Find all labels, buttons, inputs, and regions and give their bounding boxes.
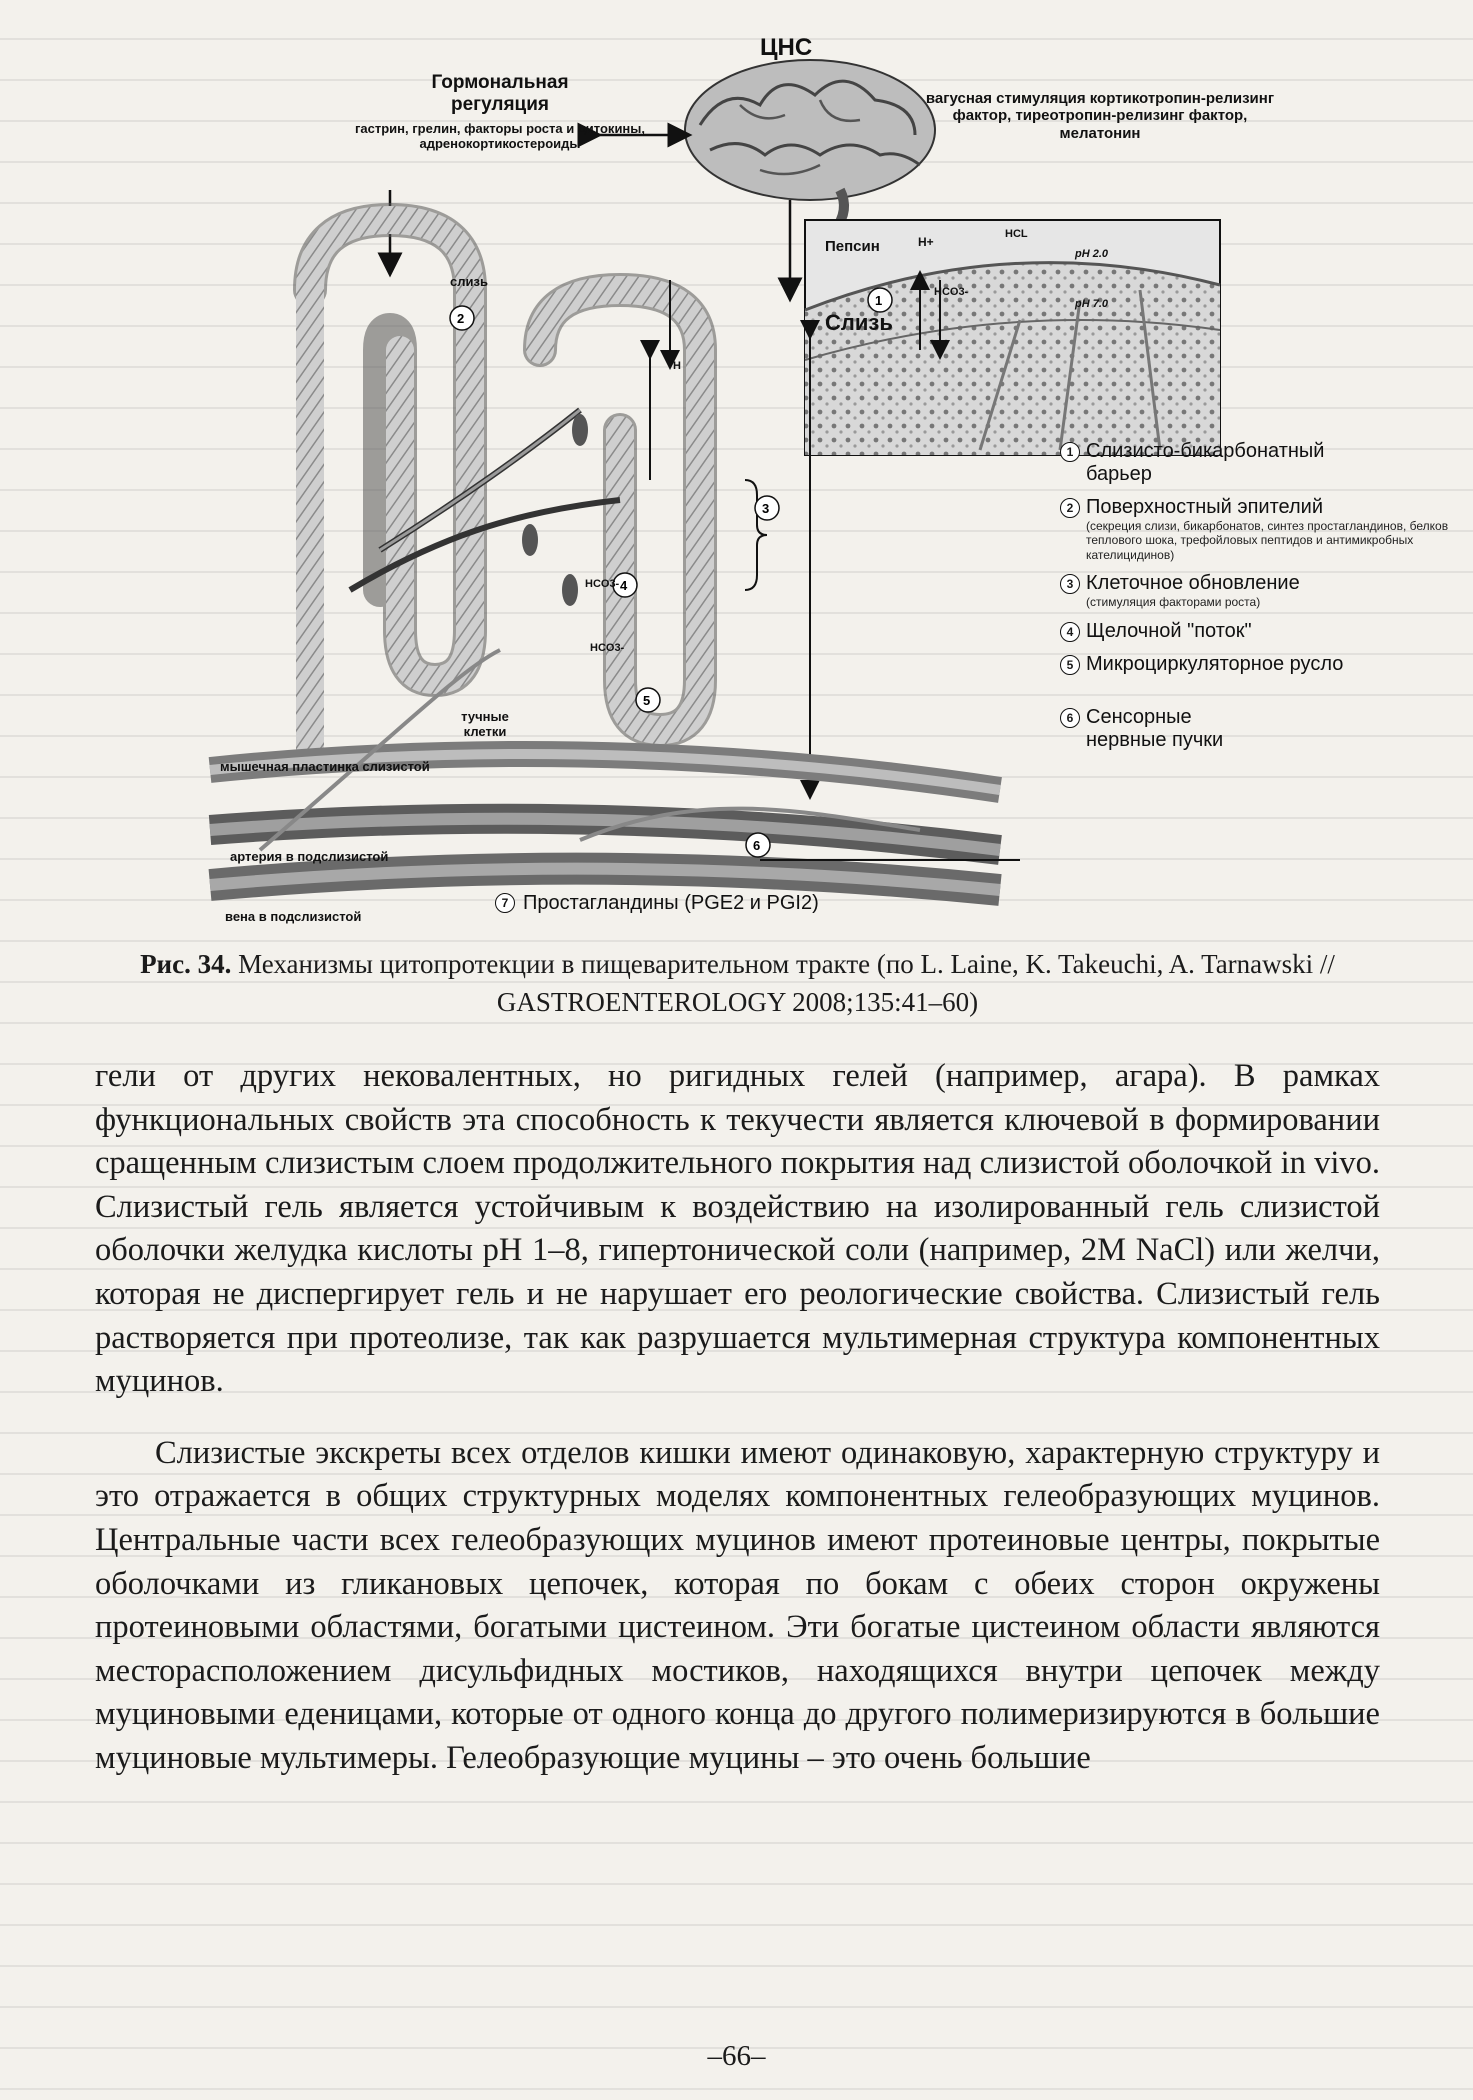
legend-subtitle: (секреция слизи, бикарбонатов, синтез простагландинов, белков теплового шока, трефойловых пептидов и антимикробных кателицидинов) [1086, 519, 1449, 562]
h-small-label: H [673, 360, 681, 372]
hcl-label: HCL [1005, 228, 1028, 240]
legend-number: 6 [1060, 708, 1080, 728]
svg-text:4: 4 [620, 578, 628, 593]
svg-text:6: 6 [753, 838, 761, 853]
ph7-label: pH 7.0 [1075, 298, 1109, 310]
figure-caption [95, 945, 1380, 1021]
page-number: –66– [707, 2040, 766, 2072]
paragraph-2: Слизистые экскреты всех отделов кишки имеют одинаковую, характерную структуру и это отражается в общих структурных моделях компонентных гелеобразующих муцинов. Центральные части всех гелеобразующих муцинов имеют протеиновые центры, покрытые оболочками из гликановых цепочек, которая по бокам с обеих сторон окружены протеиновыми областями, богатыми цистеином. Эти богатые цистеином области являются месторасположением дисульфидных мостиков, находящихся внутри цепочек между муциновыми еденицами, которые от одного конца до другого полимеризируются в большие муциновые мультимеры. Гелеобразующие муцины – это очень большие [95, 1434, 1380, 1776]
gastric-glands [310, 220, 810, 790]
legend-item [1060, 706, 1473, 752]
legend-title: Клеточное обновление [1086, 572, 1300, 595]
mucus-label: слизь [450, 274, 488, 289]
legend-item [1060, 572, 1473, 609]
h-plus-label: H+ [918, 235, 934, 249]
legend-item [1060, 440, 1473, 486]
legend-item [1060, 496, 1473, 562]
legend-title: Сенсорные нервные пучки [1086, 705, 1224, 751]
svg-text:2: 2 [457, 311, 465, 326]
figure-legend [1060, 440, 1473, 762]
legend-number: 7 [495, 893, 515, 913]
legend-title: Микроциркуляторное русло [1086, 652, 1344, 675]
paragraph-1: гели от других нековалентных, но ригидных гелей (например, агара). В рамках функциональных свойств эта способность к текучести является ключевой в формировании сращенным слизистым слоем продолжительного покрытия над слизистой оболочкой in vivo. Слизистый гель является устойчивым к воздействию на изолированный гель слизистой оболочки желудка кислоты pH 1–8, гипертонической соли (например, 2M NaCl) или желчи, которая не диспергирует гель и не нарушает его реологические свойства. Слизистый гель растворяется при протеолизе, так как разрушается мультимерная структура компонентных муцинов. [95, 1058, 1380, 1400]
inset-mucus-layer [805, 220, 1220, 455]
hormonal-regulation-label: Гормональная регуляция [431, 72, 569, 115]
brain-icon [685, 60, 935, 230]
ph2-label: pH 2.0 [1075, 248, 1109, 260]
legend-item [1060, 653, 1473, 676]
caption-prefix: Рис. 34. [140, 949, 232, 979]
legend-number: 4 [1060, 622, 1080, 642]
legend-item [1060, 620, 1473, 643]
legend-title: Поверхностный эпителий [1086, 496, 1324, 518]
legend-number: 5 [1060, 655, 1080, 675]
hco3-inset-label: HCO3- [934, 286, 969, 298]
mucus-big-label: Слизь [825, 310, 893, 335]
vagal-stimulation-label: вагусная стимуляция кортикотропин-релизинг фактор, тиреотропин-релизинг фактор, мелатонин [925, 90, 1275, 142]
legend-number: 1 [1060, 442, 1080, 462]
hco3-gland-label-2: HCO3- [590, 642, 625, 654]
cns-label: ЦНС [760, 34, 813, 61]
hco3-gland-label-1: HCO3- [585, 578, 620, 590]
figure-cytoprotection [200, 30, 1449, 924]
legend-title: Простагландины (PGE2 и PGI2) [523, 892, 819, 914]
submucosal-artery-label: артерия в подслизистой [230, 849, 389, 864]
body-text [95, 1055, 1380, 1781]
legend-title: Щелочной "поток" [1086, 619, 1252, 642]
legend-number: 3 [1060, 574, 1080, 594]
submucosal-vein-label: вена в подслизистой [225, 909, 362, 924]
pepsin-label: Пепсин [825, 238, 880, 255]
svg-text:5: 5 [643, 693, 651, 708]
svg-text:3: 3 [762, 501, 770, 516]
legend-title: Слизисто-бикарбонатный барьер [1086, 440, 1325, 485]
legend-subtitle: (стимуляция факторами роста) [1086, 595, 1261, 610]
hormonal-regulation-sub: гастрин, грелин, факторы роста и цитокины, адренокортикостероиды [355, 121, 645, 151]
mast-cells-label: тучные клетки [461, 709, 509, 739]
legend-number: 2 [1060, 498, 1080, 518]
legend-item-7 [495, 892, 819, 915]
muscularis-mucosae-label: мышечная пластинка слизистой [220, 759, 430, 774]
caption-text: Механизмы цитопротекции в пищеварительном тракте (по L. Laine, K. Takeuchi, A. Tarnawski // GASTROENTEROLOGY 2008;135:41–60) [238, 949, 1335, 1017]
svg-text:1: 1 [875, 293, 883, 308]
